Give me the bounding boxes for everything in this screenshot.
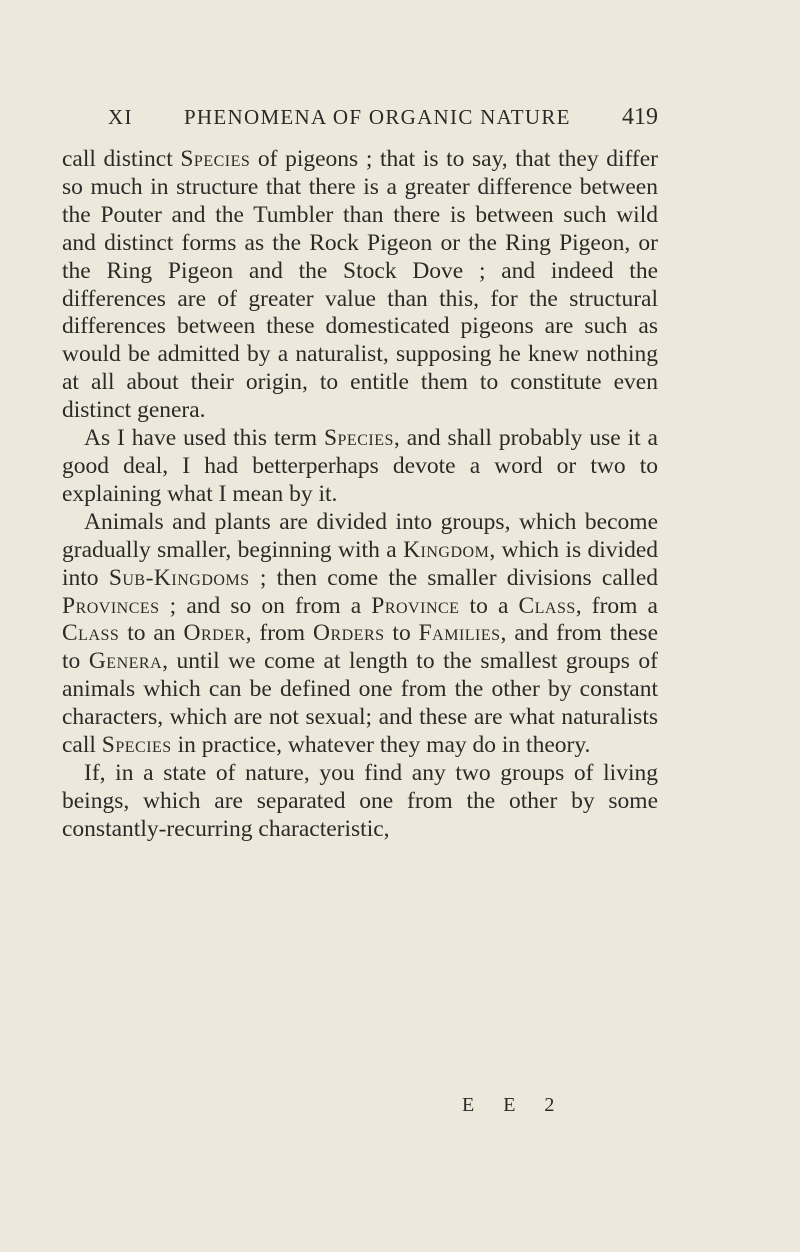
text-run: , which is divided into [62, 536, 659, 591]
text-run: to a [459, 592, 519, 619]
running-header [108, 104, 658, 134]
text-run: , until we come at length to the smallest groups of animals which can be defined one from the other by constant characters, which are not sexual; and these are what naturalists call [62, 648, 658, 759]
small-caps-term: Class [518, 592, 576, 619]
text-run: , from a [575, 592, 658, 619]
text-run: ; then come the smaller divisions called [249, 564, 659, 591]
body-text [62, 146, 658, 844]
small-caps-term: Species [180, 146, 251, 172]
text-run: As I have used this term [84, 425, 324, 452]
page-number: 419 [621, 104, 658, 130]
small-caps-term: Species [323, 425, 394, 452]
text-run: , and shall probably use it a good deal, I had betterperhaps devote a word or two to explaining what I mean by it. [62, 425, 658, 507]
small-caps-term: Orders [312, 620, 385, 647]
text-run: Animals and plants are divided into groups, which become gradually smaller, beginning with a [62, 508, 658, 563]
small-caps-term: Class [62, 620, 120, 647]
text-run: ; and so on from a [159, 592, 372, 619]
paragraph [62, 425, 658, 509]
small-caps-term: Kingdom [403, 536, 490, 563]
text-run: , from [245, 620, 313, 647]
small-caps-term: Province [371, 592, 460, 619]
text-run: If, in a state of nature, you find any two groups of living beings, which are separated one from the other by some constantly-recurring characteristic, [62, 759, 658, 842]
small-caps-term: Sub-Kingdoms [108, 564, 250, 591]
text-run: of pigeons ; that is to say, that they differ so much in structure that there is a greater difference between the Pouter and the Tumbler than there is between such wild and distinct forms as the Rock Pigeon or the Ring Pigeon, or the Ring Pigeon and the Stock Dove ; and indeed the differences are of greater value than this, for the structural differences between these domesticated pigeons are such as would be admitted by a naturalist, supposing he knew nothing at all about their origin, to entitle them to constitute even distinct genera. [62, 146, 658, 424]
small-caps-term: Genera [88, 648, 163, 675]
running-title: PHENOMENA OF ORGANIC NATURE [183, 105, 571, 129]
paragraph [62, 509, 658, 760]
text-run: to [384, 620, 419, 647]
paragraph [62, 146, 658, 425]
paragraph [62, 760, 658, 844]
text-run: in practice, whatever they may do in theory. [171, 732, 591, 759]
text-run: call distinct [62, 146, 181, 172]
small-caps-term: Families [418, 620, 501, 647]
small-caps-term: Species [101, 732, 172, 759]
text-run: , and from these to [62, 620, 658, 675]
small-caps-term: Provinces [62, 592, 160, 619]
text-run: to an [119, 620, 184, 647]
small-caps-term: Order [183, 620, 246, 647]
chapter-number: XI [108, 105, 133, 129]
signature-mark: E E 2 [462, 1094, 567, 1116]
